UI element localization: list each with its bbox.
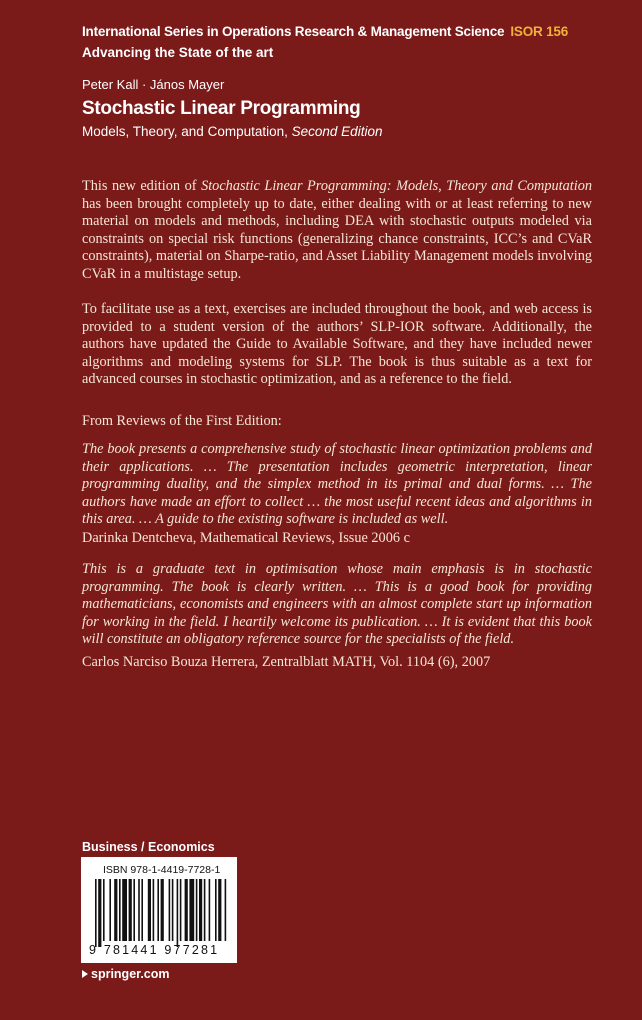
website-link[interactable] bbox=[82, 967, 170, 981]
authors: Peter Kall · János Mayer bbox=[82, 77, 225, 92]
barcode-bar bbox=[148, 879, 151, 941]
barcode-bar bbox=[180, 879, 182, 941]
barcode-bar bbox=[204, 879, 206, 941]
barcode-bar bbox=[109, 879, 111, 941]
barcode-bar bbox=[218, 879, 221, 941]
review-1-text: The book presents a comprehensive study of stochastic linear optimization problems and their applications. … The presentation includes geometric interpretation, linear programming duality, and the simplex method in its primal and dual forms. … The authors have made an effort to collect … the most useful recent ideas and algorithms in this area. … A guide to the existing software is included as well. bbox=[82, 441, 592, 528]
barcode-bar bbox=[141, 879, 143, 941]
barcode-bar bbox=[95, 879, 97, 947]
barcode-bar bbox=[189, 879, 194, 941]
series-number: ISOR 156 bbox=[510, 24, 569, 39]
barcode-bar bbox=[177, 879, 179, 947]
edition-text: Second Edition bbox=[291, 124, 383, 139]
barcode-bar bbox=[98, 879, 101, 947]
barcode-bar bbox=[114, 879, 117, 941]
subtitle-text: Models, Theory, and Computation, bbox=[82, 124, 288, 139]
description-paragraph-1 bbox=[82, 178, 592, 284]
book-title: Stochastic Linear Programming bbox=[82, 98, 361, 119]
barcode-bar bbox=[119, 879, 121, 941]
p1-rest: has been brought completely up to date, either dealing with or at least referring to new material on models and methods, including DEA with stochastic outputs modeled via constraints on special risk functions (generalizing chance constraints, ICC’s and CVaR constraints), material on Sharpe-ratio, and Asset Liability Management models involving CVaR in a multistage setup. bbox=[82, 195, 592, 282]
barcode-bar bbox=[153, 879, 155, 941]
p1-book-title: Stochastic Linear Programming: Models, Theory and Computation bbox=[201, 178, 592, 194]
barcode-bar bbox=[209, 879, 211, 941]
review-2-text: This is a graduate text in optimisation whose main emphasis is in stochastic programming. The book is clearly written. … This is a good book for providing mathematicians, economists and engineers with an almost complete start up information for working in the field. I heartily welcome its publication. … It is evident that this book will constitute an obligatory reference source for the specialists of the field. bbox=[82, 561, 592, 648]
barcode-bar bbox=[157, 879, 159, 941]
barcode-bar bbox=[129, 879, 132, 941]
barcode-bar bbox=[196, 879, 198, 941]
barcode-bar bbox=[215, 879, 217, 941]
barcode-bar bbox=[161, 879, 164, 941]
triangle-arrow-icon bbox=[82, 970, 88, 978]
barcode-bar bbox=[138, 879, 140, 941]
review-2-source: Carlos Narciso Bouza Herrera, Zentralblatt MATH, Vol. 1104 (6), 2007 bbox=[82, 654, 491, 670]
book-subtitle bbox=[82, 124, 382, 139]
barcode-bar bbox=[103, 879, 105, 941]
barcode-bar bbox=[199, 879, 202, 941]
barcode-bar bbox=[122, 879, 127, 941]
barcode bbox=[81, 857, 237, 963]
description-paragraph-2: To facilitate use as a text, exercises are included throughout the book, and web access is provided to a student version of the authors’ SLP-IOR software. Additionally, the authors have updated the Guide to Available Software, and they have included newer algorithms and modeling systems for SLP. The book is thus suitable as a text for advanced courses in stochastic optimization, and as a reference to the field. bbox=[82, 301, 592, 388]
barcode-bar bbox=[185, 879, 188, 941]
p1-lead: This new edition of bbox=[82, 178, 202, 194]
website-text: springer.com bbox=[91, 967, 170, 981]
reviews-heading: From Reviews of the First Edition: bbox=[82, 413, 282, 429]
review-1-source: Darinka Dentcheva, Mathematical Reviews, Issue 2006 c bbox=[82, 530, 410, 546]
barcode-bar bbox=[133, 879, 135, 941]
isbn-text: ISBN 978-1-4419-7728-1 bbox=[103, 864, 221, 876]
series-name: International Series in Operations Research & Management Science bbox=[82, 24, 505, 39]
barcode-bar bbox=[225, 879, 227, 941]
category-label: Business / Economics bbox=[82, 840, 215, 854]
barcode-bar bbox=[169, 879, 171, 941]
barcode-digits: 9 781441 977281 bbox=[89, 943, 220, 957]
series-name-line bbox=[82, 24, 568, 39]
barcode-bar bbox=[172, 879, 174, 941]
series-tagline: Advancing the State of the art bbox=[82, 45, 274, 60]
